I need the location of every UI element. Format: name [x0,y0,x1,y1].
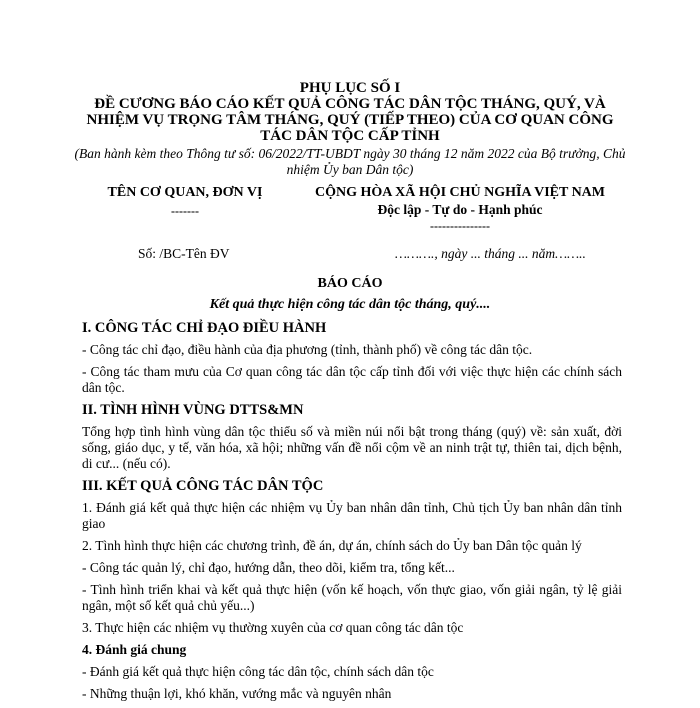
section-3-4-paragraph: - Những thuận lợi, khó khăn, vướng mắc và nguyên nhân [82,686,392,701]
section-1-title: I. CÔNG TÁC CHỈ ĐẠO ĐIỀU HÀNH [82,320,327,336]
section-3-4-paragraph: - Đánh giá kết quả thực hiện công tác dân tộc, chính sách dân tộc [82,664,434,679]
section-3-paragraph: 1. Đánh giá kết quả thực hiện các nhiệm vụ Ủy ban nhân dân tỉnh, Chủ tịch Ủy ban nhân dân tỉnh giao [82,500,622,531]
section-3-title: III. KẾT QUẢ CÔNG TÁC DÂN TỘC [82,478,324,494]
motto-divider: --------------- [430,219,490,233]
report-title: BÁO CÁO [317,276,383,291]
section-3-4-title: 4. Đánh giá chung [82,642,187,657]
agency-name: TÊN CƠ QUAN, ĐƠN VỊ [107,185,263,200]
document-number: Số: /BC-Tên ĐV [138,246,230,261]
section-3-paragraph: - Tình hình triển khai và kết quả thực hiện (vốn kế hoạch, vốn thực giao, vốn giải ngân, tỷ lệ giải ngân, một số kết quả chủ yếu...) [82,582,622,613]
document-date: ………., ngày ... tháng ... năm…….. [395,246,586,261]
report-body [82,320,622,708]
section-2-paragraph: Tổng hợp tình hình vùng dân tộc thiểu số và miền núi nổi bật trong tháng (quý) về: sản xuất, đời sống, giáo dục, y tế, văn hóa, xã hội; những vấn đề nổi cộm về an ninh trật tự, thiên tai, dịch bệnh, di cư... (nếu có). [82,424,622,471]
nation-name: CỘNG HÒA XÃ HỘI CHỦ NGHĨA VIỆT NAM [314,185,605,200]
agency-divider: ------- [171,204,199,218]
section-2-title: II. TÌNH HÌNH VÙNG DTTS&MN [82,402,304,418]
appendix-title: ĐỀ CƯƠNG BÁO CÁO KẾT QUẢ CÔNG TÁC DÂN TỘC THÁNG, QUÝ, VÀ NHIỆM VỤ TRỌNG TÂM THÁNG, QUÝ (TIẾP THEO) CỦA CƠ QUAN CÔNG TÁC DÂN TỘC CẤP TỈNH [86,96,614,144]
section-1-paragraph: - Công tác tham mưu của Cơ quan công tác dân tộc cấp tỉnh đối với việc thực hiện các chính sách dân tộc. [82,364,622,395]
appendix-heading [70,80,630,144]
section-3-paragraph: 3. Thực hiện các nhiệm vụ thường xuyên của cơ quan công tác dân tộc [82,620,464,635]
section-1-paragraph: - Công tác chỉ đạo, điều hành của địa phương (tỉnh, thành phố) về công tác dân tộc. [82,342,533,357]
report-subtitle: Kết quả thực hiện công tác dân tộc tháng, quý.... [209,297,491,312]
national-motto: Độc lập - Tự do - Hạnh phúc [377,202,543,217]
issued-by-note: (Ban hành kèm theo Thông tư số: 06/2022/TT-UBDT ngày 30 tháng 12 năm 2022 của Bộ trưởng, Chủ nhiệm Ủy ban Dân tộc) [74,146,626,177]
section-3-paragraph: 2. Tình hình thực hiện các chương trình, đề án, dự án, chính sách do Ủy ban Dân tộc quản lý [82,538,582,553]
appendix-number: PHỤ LỤC SỐ I [299,80,401,96]
section-3-paragraph: - Công tác quản lý, chỉ đạo, hướng dẫn, theo dõi, kiểm tra, tổng kết... [82,560,455,575]
